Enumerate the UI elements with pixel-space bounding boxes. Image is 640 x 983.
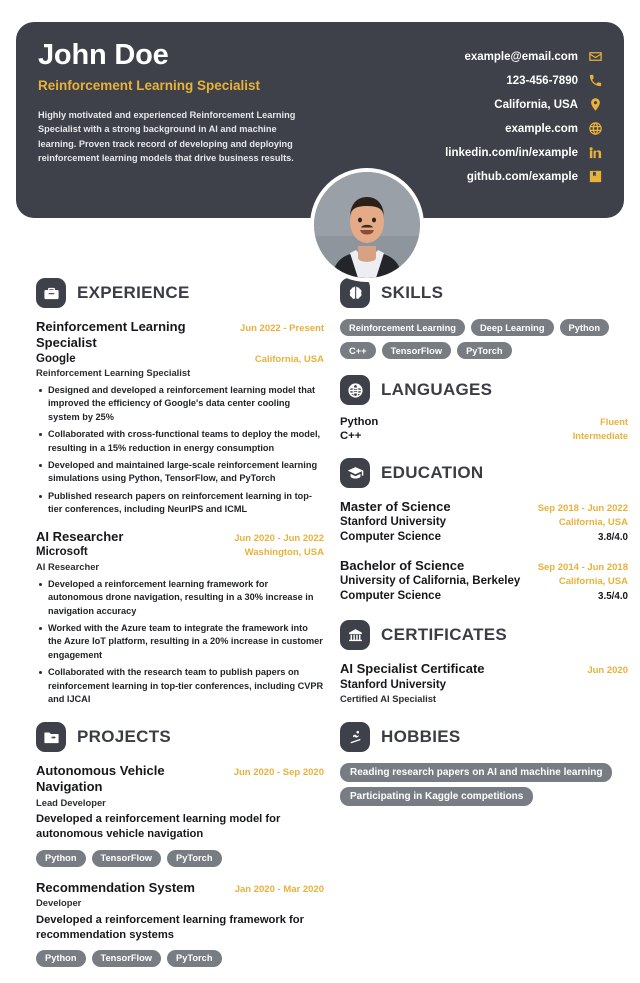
- job-bullet: Worked with the Azure team to integrate the framework into the Azure IoT platform, resulting in a 20% increase in customer engagement: [36, 622, 324, 662]
- contact-item-github[interactable]: [445, 168, 604, 185]
- job-date: Jun 2020 - Jun 2022: [234, 533, 324, 545]
- section-title-experience: EXPERIENCE: [77, 283, 190, 302]
- certificate-entry: [340, 661, 628, 706]
- page-title: John Doe: [38, 39, 169, 71]
- section-projects: [36, 722, 324, 967]
- project-entry: [36, 763, 324, 866]
- contact-email-text: example@email.com: [464, 50, 578, 63]
- education-entry: [340, 499, 628, 545]
- section-title-languages: LANGUAGES: [381, 380, 493, 399]
- phone-icon: [587, 72, 604, 89]
- skier-icon: [340, 722, 370, 752]
- section-header-hobbies: [340, 722, 628, 752]
- tag: Python: [560, 319, 610, 336]
- tag: PyTorch: [167, 850, 222, 867]
- section-header-certificates: [340, 620, 628, 650]
- project-title: Recommendation System: [36, 879, 195, 895]
- github-icon: [587, 168, 604, 185]
- graduation-cap-icon: [340, 458, 370, 488]
- school-location: California, USA: [558, 517, 628, 529]
- avatar: [310, 168, 424, 282]
- project-description: Developed a reinforcement learning model for autonomous vehicle navigation: [36, 813, 281, 841]
- education-entry: [340, 558, 628, 604]
- job-bullet: Collaborated with the research team to publish papers on reinforcement learning in top-tier conferences, including CVPR and IJCAI: [36, 666, 324, 706]
- school-name: Stanford University: [340, 516, 447, 529]
- tag: TensorFlow: [92, 850, 161, 867]
- email-icon: [587, 48, 604, 65]
- tag: Python: [36, 850, 86, 867]
- contact-item-location: [445, 96, 604, 113]
- school-location: California, USA: [558, 576, 628, 588]
- contact-list: [445, 48, 604, 185]
- project-description: Developed a reinforcement learning framework for recommendation systems: [36, 913, 304, 941]
- contact-linkedin-text: linkedin.com/in/example: [445, 146, 578, 159]
- language-name: Python: [340, 416, 379, 428]
- job-bullet: Published research papers on reinforcement learning in top-tier conferences, including NeurIPS and ICML: [36, 490, 324, 517]
- contact-github-text: github.com/example: [466, 170, 578, 183]
- section-title-projects: PROJECTS: [77, 727, 172, 747]
- project-role: Developer: [36, 896, 82, 908]
- project-role: Lead Developer: [36, 796, 106, 808]
- briefcase-icon: [36, 278, 66, 308]
- contact-item-phone[interactable]: [445, 72, 604, 89]
- header-identity: [38, 40, 338, 165]
- project-title: Autonomous Vehicle Navigation: [36, 763, 165, 795]
- header-role: Reinforcement Learning Specialist: [38, 77, 261, 93]
- institution-icon: [340, 620, 370, 650]
- certificate-subtitle: Certified AI Specialist: [340, 693, 437, 705]
- contact-item-email[interactable]: [445, 48, 604, 65]
- language-level: Intermediate: [572, 431, 628, 441]
- section-title-hobbies: HOBBIES: [381, 727, 461, 747]
- job-date: Jun 2022 - Present: [240, 323, 324, 334]
- language-level: Fluent: [600, 417, 628, 427]
- language-name: C++: [340, 430, 362, 442]
- section-skills: [340, 278, 628, 359]
- section-header-skills: [340, 278, 628, 308]
- header-summary: Highly motivated and experienced Reinforcement Learning Specialist with a strong background in AI and machine learning. Proven track record of developing and deploying reinforcement learning models that drive business results.: [38, 110, 296, 163]
- location-pin-icon: [587, 96, 604, 113]
- degree-date: Sep 2014 - Jun 2018: [537, 562, 628, 574]
- job-subtitle: AI Researcher: [36, 561, 100, 573]
- job-location: California, USA: [254, 353, 324, 365]
- globe-icon: [340, 375, 370, 405]
- skill-tags: [340, 319, 628, 359]
- tag: C++: [340, 342, 376, 359]
- tag: Deep Learning: [471, 319, 554, 336]
- job-bullet: Developed and maintained large-scale reinforcement learning simulations using Python, TensorFlow, and PyTorch: [36, 459, 324, 486]
- job-subtitle: Reinforcement Learning Specialist: [36, 367, 191, 379]
- tag: TensorFlow: [92, 950, 161, 967]
- section-header-experience: [36, 278, 324, 308]
- folder-icon: [36, 722, 66, 752]
- job-bullets: [36, 384, 324, 516]
- degree-title: Bachelor of Science: [340, 558, 465, 574]
- certificate-issuer: Stanford University: [340, 678, 447, 691]
- section-experience: [36, 278, 324, 706]
- section-title-certificates: CERTIFICATES: [381, 625, 508, 645]
- job-bullet: Designed and developed a reinforcement learning model that improved the efficiency of Google's data center cooling system by 25%: [36, 384, 324, 424]
- experience-entry: [36, 319, 324, 516]
- section-education: [340, 458, 628, 604]
- section-title-education: EDUCATION: [381, 463, 484, 482]
- section-header-projects: [36, 722, 324, 752]
- section-header-languages: [340, 375, 628, 405]
- degree-date: Sep 2018 - Jun 2022: [537, 503, 628, 514]
- profile-photo: [314, 172, 420, 278]
- section-title-skills: SKILLS: [381, 283, 444, 302]
- brain-icon: [340, 278, 370, 308]
- job-title: AI Researcher: [36, 529, 124, 545]
- section-languages: [340, 375, 628, 442]
- job-location: Washington, USA: [244, 547, 324, 559]
- field-of-study: Computer Science: [340, 590, 441, 603]
- language-item: [340, 430, 628, 442]
- tag: Python: [36, 950, 86, 967]
- experience-entry: [36, 529, 324, 706]
- linkedin-icon: [587, 144, 604, 161]
- gpa: 3.8/4.0: [598, 532, 628, 544]
- gpa: 3.5/4.0: [598, 591, 628, 603]
- project-tags: [36, 950, 324, 967]
- left-column: [36, 278, 324, 983]
- project-entry: [36, 880, 324, 967]
- school-name: University of California, Berkeley: [340, 575, 521, 588]
- job-bullet: Collaborated with cross-functional teams to deploy the model, resulting in a 15% reduction in energy consumption: [36, 428, 324, 455]
- field-of-study: Computer Science: [340, 531, 441, 544]
- globe-icon: [587, 120, 604, 137]
- job-company: Microsoft: [36, 546, 88, 559]
- job-company: Google: [36, 352, 76, 365]
- contact-website-text: example.com: [505, 122, 578, 135]
- tag: Participating in Kaggle competitions: [340, 787, 533, 806]
- tag: TensorFlow: [382, 342, 451, 359]
- right-column: [340, 278, 628, 822]
- project-tags: [36, 850, 324, 867]
- job-bullets: [36, 578, 324, 706]
- project-date: Jan 2020 - Mar 2020: [234, 883, 324, 895]
- project-date: Jun 2020 - Sep 2020: [233, 767, 324, 779]
- tag: Reinforcement Learning: [340, 319, 465, 336]
- hobby-tags: [340, 763, 628, 806]
- tag: PyTorch: [167, 950, 222, 967]
- section-hobbies: [340, 722, 628, 806]
- section-certificates: [340, 620, 628, 706]
- section-header-education: [340, 458, 628, 488]
- language-item: [340, 416, 628, 428]
- degree-title: Master of Science: [340, 499, 451, 514]
- tag: Reading research papers on AI and machine learning: [340, 763, 612, 782]
- tag: PyTorch: [457, 342, 512, 359]
- job-bullet: Developed a reinforcement learning framework for autonomous drone navigation, resulting in a 30% increase in navigation accuracy: [36, 578, 324, 618]
- contact-phone-text: 123-456-7890: [506, 74, 578, 87]
- contact-location-text: California, USA: [494, 98, 578, 111]
- certificate-date: Jun 2020: [587, 665, 628, 677]
- job-title: Reinforcement Learning Specialist: [36, 319, 186, 351]
- certificate-title: AI Specialist Certificate: [340, 661, 485, 677]
- contact-item-website[interactable]: [445, 120, 604, 137]
- contact-item-linkedin[interactable]: [445, 144, 604, 161]
